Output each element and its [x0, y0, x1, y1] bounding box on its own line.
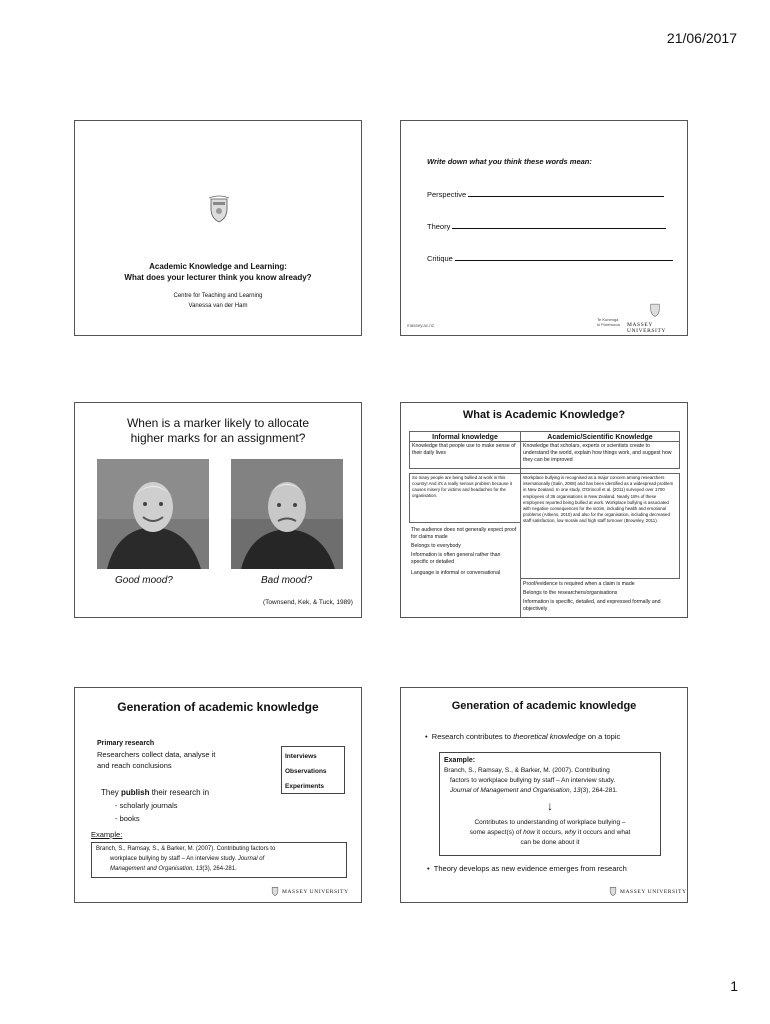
academic-definition: Knowledge that scholars, experts or scientists create to understand the world, explain how things work, and suggest how they can be improved [520, 441, 680, 469]
method-item: Experiments [285, 783, 325, 790]
slide-6 [400, 687, 688, 903]
informal-point: Belongs to everybody [411, 543, 461, 549]
ref-line1: Branch, S., Ramsay, S., & Barker, M. (2007). Contributing factors to [96, 846, 276, 852]
ref-line2-italic: Journal of [237, 856, 265, 862]
academic-point: Information is specific, detailed, and expressed formally and objectively [523, 599, 661, 612]
academic-example: Workplace bullying is recognised as a major concern among researchers internationally (Salin, 2008) and has been identified as a widespread problem in New Zealand. In one study, O'Driscoll et al. (2011) surveyed over 1700 employees of 36 organisations in New Zealand. Nearly 18% of these employees reported being bullied at work. Workplace bullying is associated with negative consequences for the victim, including health and emotional problems (Aitkens, 2010) and also for the organisation, including decreased staff satisfaction, low morale and high staff turnover (Brownley, 2011). [520, 473, 680, 579]
col-header-academic: Academic/Scientific Knowledge [520, 431, 680, 442]
page-date: 21/06/2017 [666, 30, 737, 46]
informal-point: Information is often general rather than specific or detailed [411, 552, 501, 565]
slide-1-title-line2: What does your lecturer think you know already? [124, 273, 312, 282]
ref-line3-post: (3), 264-281. [580, 787, 618, 794]
contrib-line1: Contributes to understanding of workplace bullying – [474, 819, 626, 826]
slide-2 [400, 120, 688, 336]
primary-text-line2: and reach conclusions [97, 761, 172, 770]
slide-3 [74, 402, 362, 618]
primary-heading: Primary research [97, 740, 155, 747]
term-perspective [427, 188, 664, 199]
slide-5 [74, 687, 362, 903]
answer-line [455, 252, 673, 261]
example-box [439, 752, 661, 856]
slide-6-title: Generation of academic knowledge [451, 700, 637, 712]
ref-line2-pre: workplace bullying by staff – An interview study. [110, 856, 238, 862]
term-label: Critique [427, 254, 453, 263]
ref-line2: factors to workplace bullying by staff – An interview study. [450, 777, 616, 784]
informal-point: The audience does not generally expect proof for claims made [411, 527, 517, 540]
method-item: Interviews [285, 753, 317, 760]
massey-logo-text: MASSEY UNIVERSITY [282, 889, 349, 895]
slide-1-title-line1: Academic Knowledge and Learning: [149, 262, 287, 271]
slide-1 [74, 120, 362, 336]
bullet-1-pre: Research contributes to [431, 732, 514, 741]
slide-4 [400, 402, 688, 618]
informal-definition: Knowledge that people use to make sense of their daily lives [409, 441, 521, 469]
publish-pre: They [101, 788, 122, 797]
outlet-item: - books [115, 814, 140, 823]
bullet-2-text: Theory develops as new evidence emerges from research [433, 864, 627, 873]
term-critique [427, 252, 673, 263]
contrib-line2 [440, 829, 660, 836]
column-divider [520, 441, 521, 618]
term-theory [427, 220, 666, 231]
col-header-informal: Informal knowledge [409, 431, 521, 442]
ref-line3 [110, 866, 237, 872]
answer-line [452, 220, 666, 229]
slide-2-prompt: Write down what you think these words mean: [427, 157, 592, 166]
slide-2-footer-url: massey.ac.nz [407, 323, 435, 328]
slide-3-title-line1: When is a marker likely to allocate [126, 416, 310, 430]
informal-points [411, 527, 519, 577]
page-number: 1 [730, 978, 738, 994]
massey-logo-text: MASSEY UNIVERSITY [620, 889, 687, 895]
publish-bold: publish [121, 788, 150, 797]
method-item: Observations [285, 768, 327, 775]
slide-4-title: What is Academic Knowledge? [462, 409, 626, 421]
ref-line2 [110, 856, 264, 862]
reference-box [91, 842, 347, 878]
contrib-c: it occurs, [535, 829, 565, 836]
massey-logo-text: MASSEY UNIVERSITY [627, 322, 666, 334]
bullet-1-post: on a topic [585, 732, 621, 741]
logo-maori-line2: ki Pūrehuroa [597, 322, 620, 327]
informal-point: Language is informal or conversational [411, 570, 501, 576]
contrib-e: it occurs and what [576, 829, 631, 836]
crest-icon [208, 195, 230, 223]
bullet-1-italic: theoretical knowledge [513, 732, 586, 741]
informal-example: So many people are being bullied at work in this country! And it's a really serious problem because it causes misery for victims and headaches for the organisation. [409, 473, 521, 523]
term-label: Perspective [427, 190, 467, 199]
bullet-1: • Research contributes to theoretical knowledge on a topic [425, 732, 621, 741]
ref-line3-italic: Management and Organisation, 13 [110, 866, 203, 872]
ref-line3-post: (3), 264-281. [202, 866, 237, 872]
answer-line [468, 188, 664, 197]
academic-points [523, 581, 677, 613]
caption-good-mood: Good mood? [115, 575, 173, 586]
contrib-b: how [523, 829, 535, 836]
citation: (Townsend, Kek, & Tuck, 1989) [263, 599, 353, 606]
crest-icon [271, 886, 279, 896]
primary-text-line1: Researchers collect data, analyse it [97, 750, 216, 759]
slide-3-title-line2: higher marks for an assignment? [130, 431, 306, 445]
term-label: Theory [427, 222, 451, 231]
ref-line1: Branch, S., Ramsay, S., & Barker, M. (2007). Contributing [444, 767, 610, 774]
methods-box [281, 746, 345, 794]
academic-point: Belongs to the researchers/organisations [523, 590, 618, 596]
contrib-a: some aspect(s) of [469, 829, 524, 836]
bullet-2: • Theory develops as new evidence emerges from research [427, 864, 627, 873]
slide-1-author: Vanessa van der Ham [188, 303, 248, 309]
example-label: Example: [91, 830, 123, 839]
crest-icon [609, 886, 617, 896]
publish-text [101, 788, 209, 797]
example-label-text: Example [91, 830, 121, 839]
slide-5-title: Generation of academic knowledge [117, 700, 319, 714]
crest-icon [649, 302, 661, 317]
contrib-line3: can be done about it [520, 839, 580, 846]
ref-line3 [450, 787, 618, 794]
down-arrow-icon: ↓ [547, 799, 553, 813]
slide-1-org: Centre for Teaching and Learning [173, 293, 263, 299]
photo-bad-mood [231, 459, 343, 569]
publish-post: their research in [149, 788, 210, 797]
caption-bad-mood: Bad mood? [261, 575, 313, 586]
slide-2-logo-maori [597, 317, 620, 327]
academic-point: Proof/evidence is required when a claim is made [523, 581, 635, 587]
logo-maori-line1: Te Kunenga [597, 317, 619, 322]
ref-line3-italic: Journal of Management and Organisation, 13 [450, 787, 581, 794]
example-label: Example: [444, 757, 476, 764]
photo-good-mood [97, 459, 209, 569]
contrib-d: why [564, 829, 577, 836]
outlet-item: - scholarly journals [115, 801, 178, 810]
